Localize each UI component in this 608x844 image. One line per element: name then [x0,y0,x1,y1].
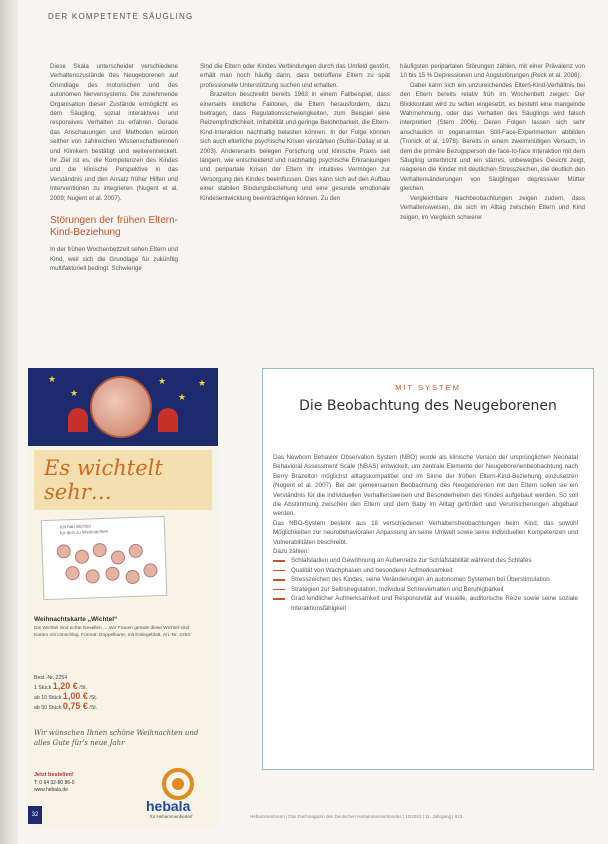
paragraph: häufigsten peripartalen Störungen zählen, mit einer Prävalenz von 10 bis 15 % Depressionen und Angststörungen (Reck et al. 2008). [400,63,585,80]
ornament-icon [85,569,99,583]
dash-bullet-icon [273,570,285,572]
card-text: Ich hab Wichtel für dich zu Weihnachten [59,523,109,536]
paragraph: Vergleichbare Nachbeobachtungen zeigen zudem, dass Verhaltensweisen, die sich im Alltag zwischen Eltern und Kind zeigen, im Vergleich schwerer [400,194,585,221]
subheading: Störungen der frühen Eltern-Kind-Beziehung [50,215,178,239]
article-number: Best.-Nr. 2254 [34,675,68,681]
price-row: 1 Stück 1,20 € /St. [34,681,88,691]
dash-bullet-icon [273,579,285,581]
paragraph: Diese Skala unterscheidet verschiedene Verhaltenszustände des Neugeborenen auf Grundlage des motorischen und des autonomen Nervensystems. Die zunehmende Organisation dieser Zustände ermöglicht es dem Säugling, sozial interaktives und responsives Verhalten zu erfahren. Gerade das Anschauungen und Methoden würden seither von zahlreichen Wissenschaftlerinnen und Klinikern bestätigt und weiterentwickelt. Ihr Ziel ist es, die Kompetenzen des Kindes und die klinische Perspektive in das Verständnis und den Ansatz früher Hilfen und Interventionen zu integrieren (Nugent et al. 2009; Nugent et al. 2007). [50,63,178,202]
section-header: DER KOMPETENTE SÄUGLING [48,12,194,21]
paragraph: In der frühen Wochenbettzeit sehen Eltern und Kind, weil sich die Grundlage für zukünftig multifaktoriell bedingt. Schwierige [50,246,178,272]
advertisement [28,368,218,828]
wichtel-hat-icon [68,408,88,432]
ornament-icon [65,566,79,580]
star-icon: ★ [178,392,187,402]
text-column-2 [200,62,390,203]
ornament-icon [129,544,143,558]
paragraph: Dabei kann sich ein unzureichendes Eltern-Kind-Verhältnis bei den Eltern bereits relativ früh im Wochenbett zeigen: Der Blickkontakt wird zu selten eingesetzt, es besteht eine mangelnde Wahrnehmung, oder das Verhalten des Säuglings wird falsch interpretiert (Stern 2006). Deren Folgen lassen sich sehr anschaulich in sogenannten Still-Face-Experimenten abbilden (Tronick et al. 1978). Bereits in einem zweiminütigen Versuch, in dem die primäre Bezugsperson die face-to-face Interaktion mit dem Säugling unterbricht und ein starres, unbewegtes Gesicht zeigt, reagieren die Kinder mit deutlichen Stresszeichen, die deutlich den Verhaltensänderungen von Säuglingen depressiver Mütter gleichen. [400,81,585,193]
ornament-icon [125,570,139,584]
ornament-icon [105,566,119,580]
list-item: Stresszeichen des Kindes, seine Veränderungen an autonomen Systemen bei Überstimulation [273,575,578,584]
ornament-ball-icon [90,376,152,438]
ornament-icon [143,563,157,577]
page-footer: Hebammenforum | Das Fachmagazin des Deutschen Hebammenverbandes | 12/2010 | 11. Jahrgang | 913 [250,814,463,819]
box-body [273,453,578,613]
text-column-3 [400,62,585,222]
price-row: ab 50 Stück 0,75 € /St. [34,701,98,711]
page-spine [0,0,18,844]
criteria-list [273,556,578,612]
paragraph: Das NBO-System besteht aus 18 verschiedenen Verhaltensbeobachtungen beim Kind, das sowohl Möglichkeiten zur neurobehavioralen Anpassung an seine Umwelt sowie seine individuellen Kompetenzen und Vulnerabilitäten beschreibt. [273,519,578,546]
contact-info: T: 0 64 32-80 86-0 www.hebala.de [34,780,75,793]
box-title: Die Beobachtung des Neugeborenen [299,398,557,414]
paragraph: Sind die Eltern oder Kindes Verbindungen durch das Umfeld gestört, erhält man noch häufig dann, dass betroffene Eltern zu spät professionelle Unterstützung suchen und erhalten. [200,63,390,89]
star-icon: ★ [158,376,167,386]
info-box [262,368,594,770]
ornament-icon [111,550,125,564]
brand-logo-text: hebala [146,798,191,814]
page-number-badge: 32 [28,806,42,824]
card-image [41,516,168,600]
star-icon: ★ [48,374,57,384]
paragraph: Das Newborn Behavior Observation System (NBO) wurde als klinische Version der ursprünglichen Neonatal Behavioral Assessment Scale (NBAS) entwickelt, um zentrale Elemente der Neugeborenenbeobachtung nach Berry Brazelton möglichst alltagskompatibel und im Sinne der frühen Eltern-Kind-Beziehung einzusetzen (Nugent et al. 2007). Bei der gemeinsamen Beobachtung des Neugeborenen mit den Eltern sollen sie ein Verständnis für die individuellen Verhaltensweisen und Besonderheiten des Kindes aufgebaut werden. So soll die Abstimmung zwischen den Eltern und dem Baby im Alltag gefördert und Verunsicherungen abgebaut werden. [273,454,578,518]
order-callout[interactable]: Jetzt bestellen! [34,772,74,778]
text-column-1 [50,62,178,273]
ornament-icon [92,543,106,557]
ornament-icon [57,544,71,558]
list-intro: Dazu zählen: [273,548,310,556]
star-icon: ★ [70,388,79,398]
product-description: Die Wichtel sind echte Gesellen … Wir Frauen gerade diese Wichtel sind Karten mit Umschlag. Format: Doppelkarte, mit Einlegeblatt, Art.-Nr. 2254 [34,626,190,638]
box-tag: MIT SYSTEM [395,383,461,392]
list-item: Grad kindlicher Aufmerksamkeit und Responsivität auf visuelle, auditorische Reize sowie seine soziale Interaktionsfähigkeit [273,594,578,613]
dash-bullet-icon [273,589,285,591]
star-icon: ★ [198,378,207,388]
list-item: Strategien zur Selbstregulation, Individual Schreiverhalten und Beruhigbarkeit [273,585,578,594]
holiday-wish: Wir wünschen Ihnen schöne Weihnachten und alles Gute für's neue Jahr [34,729,199,747]
dash-bullet-icon [273,598,285,600]
list-item: Qualität von Wachphasen und besonderer Aufmerksamkeit [273,566,578,575]
ad-illustration [28,368,218,446]
dash-bullet-icon [273,560,285,562]
paragraph: Brazelton beschreibt bereits 1963 in einem Fallbeispiel, dass einerseits kindliche Faktoren, die Eltern herausfordern, dazu beitragen, dass Regulationsschwierigkeiten, zum Beispiel eine Reizempfindlichkeit, Irritabilität und geringe Belohnbarkeit, die Eltern-Kind-Interaktion nachhaltig belasten können. In der Folge können sich auch elterliche psychische Krisen verstärken (Sutter-Dallay et al. 2003). Andererseits belegen Forschung und klinische Praxis seit langem, wie entscheidend und nachhaltig psychische Erkrankungen und peripartale Krisen der Eltern ihr intuitives Vermögen zur Versorgung des Kindes beeinflussen. Dies kann sich auf den Aufbau einer stabilen Bindungsbeziehung und eine gesunde emotionale Kindesentwicklung beeinträchtigen können. Zu den [200,91,390,202]
price-list [34,674,97,712]
ornament-icon [75,550,89,564]
wichtel-hat-icon [158,408,178,432]
brand-tagline: für Hebammenbedarf [150,814,193,819]
list-item: Schlafstadien und Gewöhnung an Außenreize zur Schlafstabilität während des Schlafes [273,556,578,565]
price-row: ab 10 Stück 1,00 € /St. [34,691,98,701]
product-name: Weihnachtskarte „Wichtel“ [34,616,118,623]
ad-headline: Es wichtelt sehr… [34,450,212,510]
